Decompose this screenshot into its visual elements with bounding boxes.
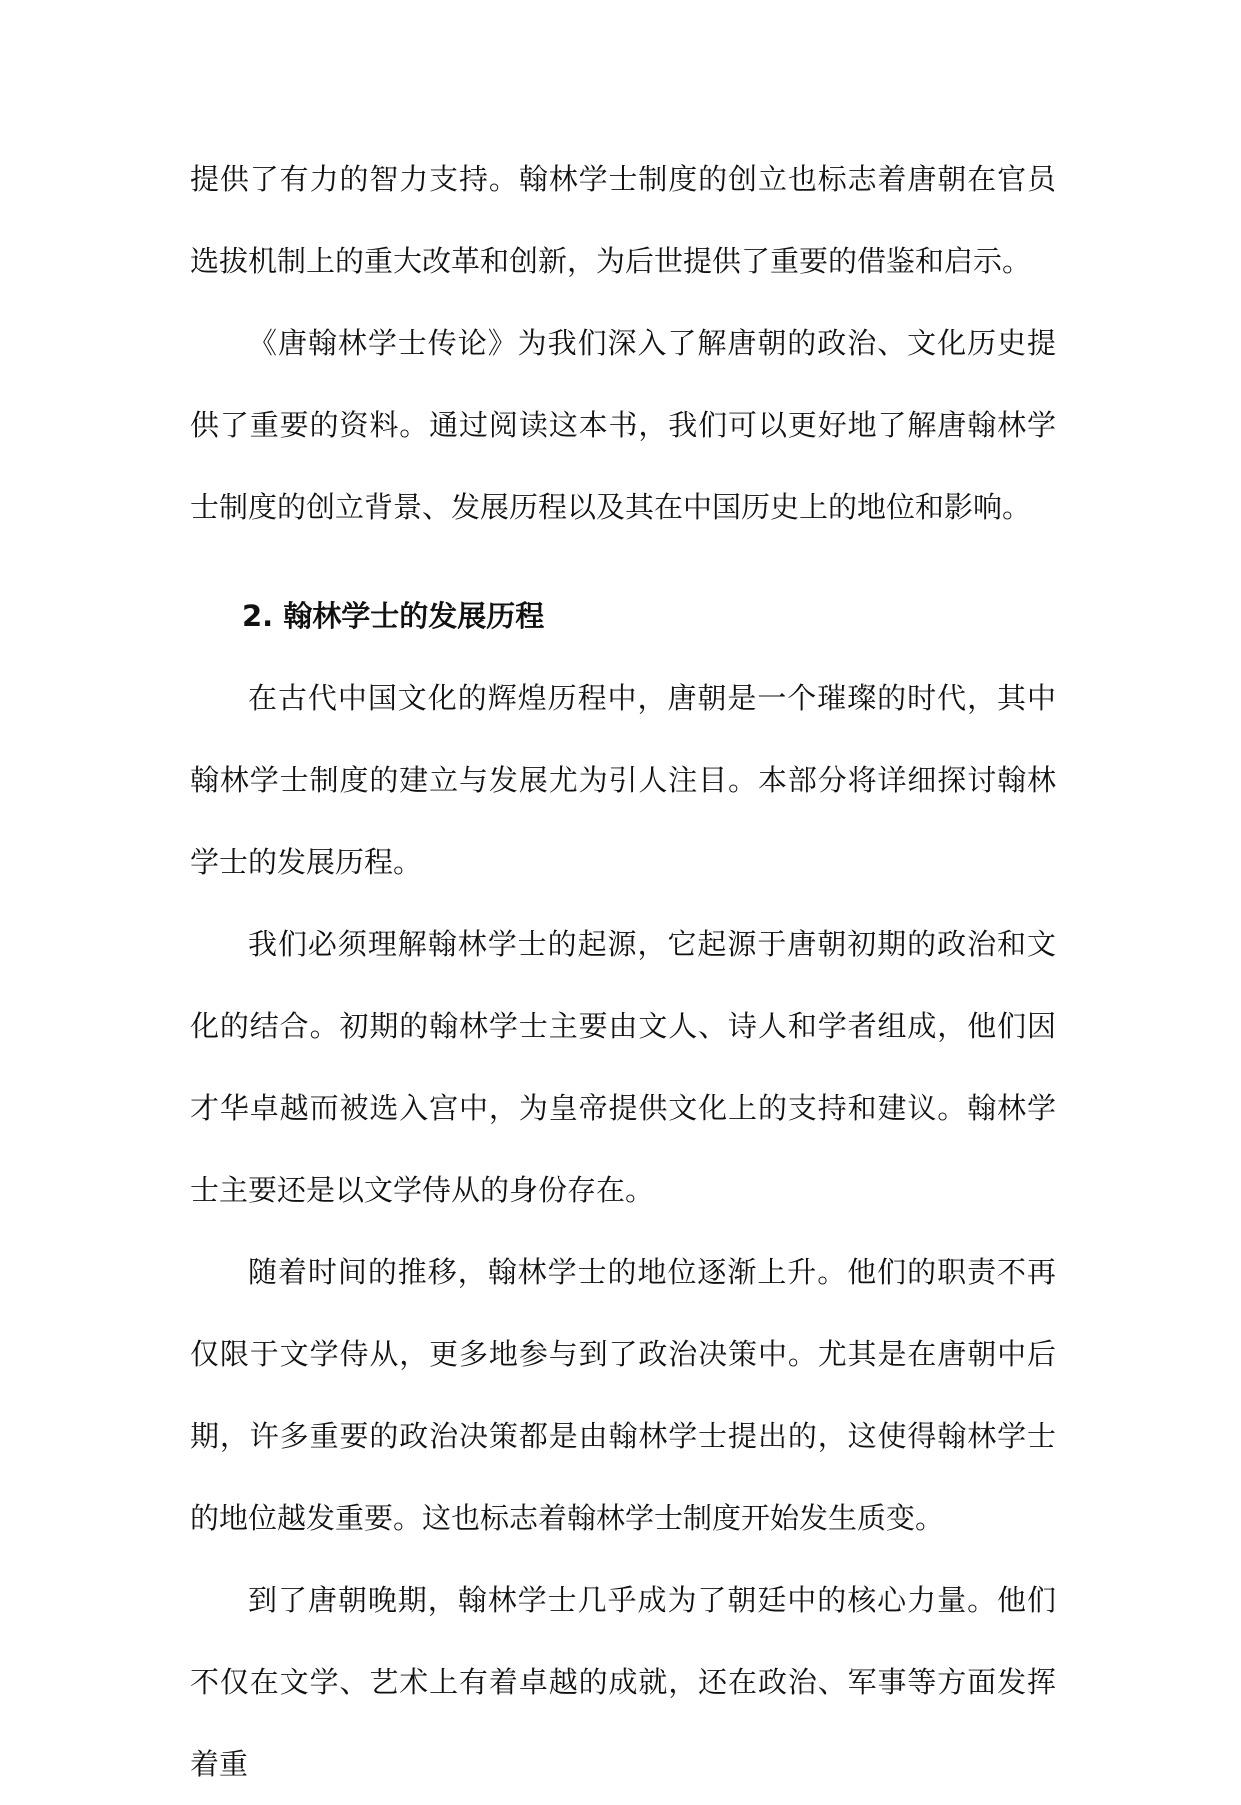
paragraph-rise: 随着时间的推移，翰林学士的地位逐渐上升。他们的职责不再仅限于文学侍从，更多地参与到了政治决策中。尤其是在唐朝中后期，许多重要的政治决策都是由翰林学士提出的，这使得翰林学士的地位越发重要。这也标志着翰林学士制度开始发生质变。 [190,1255,1056,1535]
paragraph-continuation: 提供了有力的智力支持。翰林学士制度的创立也标志着唐朝在官员选拔机制上的重大改革和创新，为后世提供了重要的借鉴和启示。 [190,162,1056,278]
paragraph-late-tang: 到了唐朝晚期，翰林学士几乎成为了朝廷中的核心力量。他们不仅在文学、艺术上有着卓越的成就，还在政治、军事等方面发挥着重 [190,1583,1056,1781]
document-body [190,138,1056,1805]
paragraph-origin: 我们必须理解翰林学士的起源，它起源于唐朝初期的政治和文化的结合。初期的翰林学士主要由文人、诗人和学者组成，他们因才华卓越而被选入宫中，为皇帝提供文化上的支持和建议。翰林学士主要还是以文学侍从的身份存在。 [190,927,1056,1207]
paragraph-book-summary: 《唐翰林学士传论》为我们深入了解唐朝的政治、文化历史提供了重要的资料。通过阅读这本书，我们可以更好地了解唐翰林学士制度的创立背景、发展历程以及其在中国历史上的地位和影响。 [190,326,1056,524]
section-heading: 2. 翰林学士的发展历程 [242,599,545,633]
paragraph-intro: 在古代中国文化的辉煌历程中，唐朝是一个璀璨的时代，其中翰林学士制度的建立与发展尤为引人注目。本部分将详细探讨翰林学士的发展历程。 [190,681,1056,879]
